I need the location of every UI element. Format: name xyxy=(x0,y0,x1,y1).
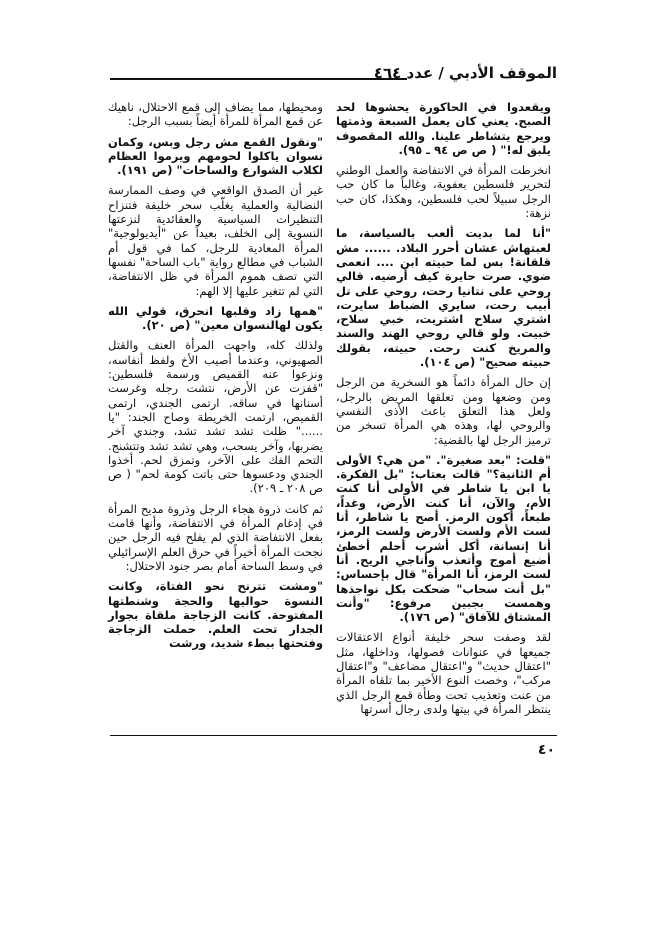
page-header xyxy=(110,64,557,84)
paragraph: "قلت: "بعد صغيرة". "من هي؟ الأولى أم الثانية؟" قالت بعتاب: "بل الفكرة. يا ابن يا شاطر في الأولى أنا كنت الأم، والآن، أنا كنت الأرض، وغداً، طبعاً، أكون الرمز. أصح يا شاطر، أنا لست الأم ولست الأرض ولست الرمز، أنا إنسانة، أكل أشرب أحلم أخطئ أضيع أموج وأتعذب وأناجي الريح. أنا لست الرمز، أنا المرأة" قال بإحساس: "بل أنت سحاب" ضحكت بكل نواجذها وهمست بجبين مرفوع: "وأنت المشتاق للآفاق" (ص ١٧٦). xyxy=(336,452,551,625)
paragraph: لقد وصفت سحر خليفة أنواع الاعتقالات جميعها في عنوانات فصولها، وداخلها، مثل "اعتقال حديث" و"اعتقال مضاعف" و"اعتقال مركب"، وخصت النوع الأخير بما تلقاه المرأة من عنت وتعذيب تحت وطأة قمع الرجل الذي ينتظر المرأة في بيتها ولدى رجال أسرتها xyxy=(336,630,551,716)
paragraph: "أنا لما بديت ألعب بالسياسة، ما لعبتهاش عشان أحرر البلاد. ...... مش قلقانة! بس لما حبيته ابن .... انعمى ضوي. صرت حايرة كيف أرضيه. قالي روحي على نتانيا رحت، روحي على تل أبيب رحت، سايري الضباط سايرت، اشتري سلاح اشتريت، خبي سلاح، خبيت. ولو قالي روحي الهند والسند والمريخ كنت رحت. حبيته، بقولك حبيته صحيح" (ص ١٠٤). xyxy=(336,226,551,370)
paragraph: انخرطت المرأة في الانتفاضة والعمل الوطني لتحرير فلسطين بعفوية، وغالباً ما كان حب الرجل سبيلاً لحب فلسطين، وهكذا، كان حب نزهة: xyxy=(336,163,551,221)
paragraph: ثم كانت ذروة هجاء الرجل وذروة مديح المرأة في إدغام المرأة في الانتفاضة، وأنها قامت بفعل الانتفاضة الذي لم يفلح فيه الرجل حين نجحت المرأة أخيراً في حرق العلم الإسرائيلي في وسط الساحة أمام بصر جنود الاحتلال: xyxy=(108,501,323,573)
paragraph: "ونقول القمع مش رجل وبس، وكمان نسوان ياكلوا لحومهم ويرموا العظام لكلاب الشوارع والساحات" (ص ١٩١). xyxy=(108,134,323,178)
footer-rule xyxy=(110,735,557,736)
journal-title: الموقف الأدبي / عدد ٤٦٤ xyxy=(373,64,557,82)
text-column-right xyxy=(336,100,551,722)
paragraph: ومحيطها، مما يضاف إلى قمع الاحتلال، ناهيك عن قمع المرأة للمرأة أيضاً بسبب الرجل: xyxy=(108,100,323,129)
paragraph: ولذلك كله، واجهت المرأة العنف والقتل الصهيوني، وعندما أصيب الأخ ولفظ أنفاسه، ونزعوا عنه القميص ورسمة فلسطين: "قفزت عن الأرض، نتشت رجله وغرست أسنانها في ساقه. ارتمى الجندي، ارتمى القميص، ارتمت الخريطة وصاح الجند: "يا ......" ظلت تشد تشد تشد، وجندي آخر يضربها، وآخر يسحب، وهي تشد تشد وتتشنج. التحم الفك على الآخر، وتمزق لحم. أخذوا الجندي ودعسوها حتى باتت كومة لحم" ( ص ص ٢٠٨ ـ ٢٠٩). xyxy=(108,338,323,496)
paragraph: غير أن الصدق الواقعي في وصف الممارسة النضالية والعملية يغلّب سحر خليفة فتنزاح التنظيرات السياسية والعقائدية لنزعتها النسوية إلى الخلف، بعيداً عن "أيديولوجية" المرأة المعادية للرجل، كما في قول أم الشباب في مطالع رواية "باب الساحة" نفسها التي تصف هموم المرأة في ظل الانتفاضة، التي لم تتغير عليها إلا الهم: xyxy=(108,183,323,298)
page-number: ٤٠ xyxy=(537,742,555,758)
text-column-left xyxy=(108,100,323,657)
paragraph: "همها زاد وقلبها انحرق، قولي الله يكون لهالنسوان معين" (ص ٢٠). xyxy=(108,303,323,333)
paragraph: إن حال المرأة دائماً هو السخرية من الرجل ومن وضعها ومن تعلقها المريض بالرجل، ولعل هذا التعلق باعث الأذى النفسي والروحي لها، وهذه هي المرأة تسخر من ترميز الرجل لها بالقضية: xyxy=(336,375,551,447)
header-rule xyxy=(110,78,407,80)
paragraph: "ومشت تترنح نحو الفتاة، وكانت النسوة حواليها والحجة وشنطتها المفتوحة. كانت الزجاجة ملقاة بجوار الجدار تحت العلم. حملت الزجاجة وفتحتها ببطء شديد، ورشت xyxy=(108,579,323,651)
paragraph: ويقعدوا في الحاكورة يحشوها لحد الصبح. يعني كان يعمل السبعة وذمتها ويرجع يتشاطر علينا. والله المقصوف يلبق له!" ( ص ص ٩٤ ـ ٩٥). xyxy=(336,100,551,157)
